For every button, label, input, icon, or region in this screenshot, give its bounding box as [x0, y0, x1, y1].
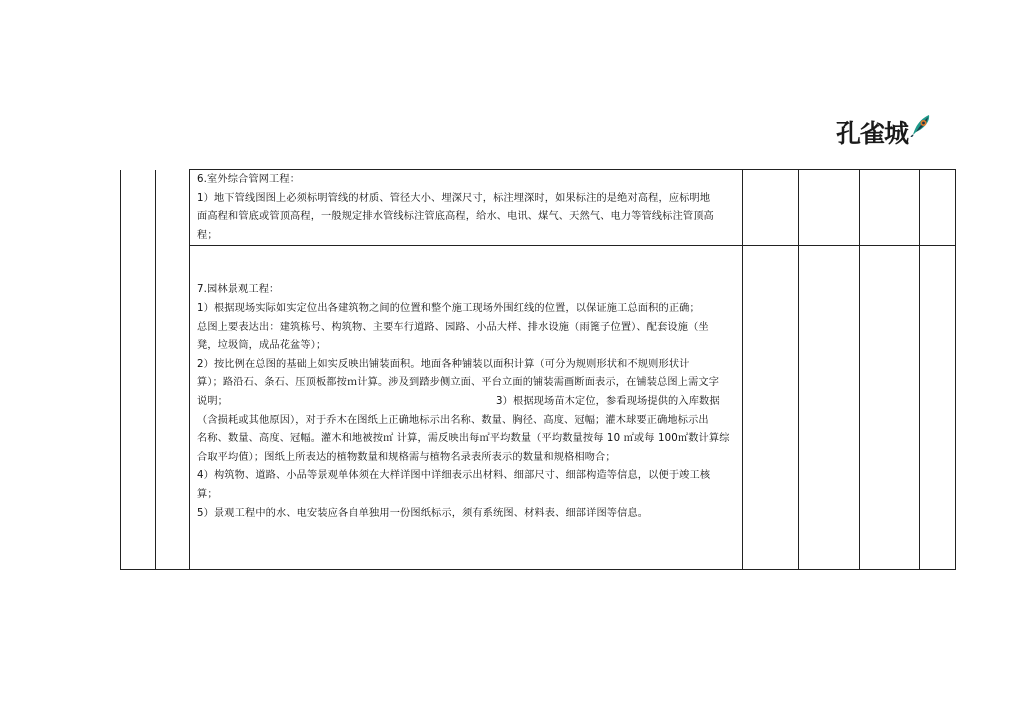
requirement-cell-section7: [190, 246, 743, 570]
requirement-line: [197, 393, 736, 412]
requirement-fragment: 3）根据现场苗木定位，参看现场提供的入库数据: [496, 395, 720, 407]
check-cell: [743, 246, 799, 570]
section-title: 6.室外综合管网工程：: [197, 174, 301, 185]
requirement-line: 总图上要表达出：建筑栋号、构筑物、主要车行道路、园路、小品大样、排水设施（雨篦子位置）、配套设施（坐: [197, 321, 709, 333]
index-cell: [121, 170, 156, 570]
requirement-line: 算；: [197, 488, 218, 500]
check-cell: [860, 170, 920, 246]
check-cell: [920, 246, 956, 570]
requirement-line: （含损耗或其他原因），对于乔木在图纸上正确地标示出名称、数量、胸径、高度、冠幅；灌木球要正确地标示出: [197, 414, 709, 426]
requirement-line: 4）构筑物、道路、小品等景观单体须在大样详图中详细表示出材料、细部尺寸、细部构造等信息，以便于竣工核: [197, 470, 711, 482]
table-row: [121, 246, 956, 570]
table-row: [121, 170, 956, 246]
category-cell: [156, 170, 190, 570]
check-cell: [799, 170, 860, 246]
check-cell: [860, 246, 920, 570]
requirement-line: 名称、数量、高度、冠幅。灌木和地被按㎡ 计算，需反映出每㎡平均数量（平均数量按每 10 ㎡或每 100㎡数计算综: [197, 433, 730, 445]
requirement-line: 2）按比例在总图的基础上如实反映出铺装面积。地面各种铺装以面积计算（可分为规则形状和不规则形状计: [197, 358, 690, 370]
requirement-cell-section6: [190, 170, 743, 246]
requirement-line: 合取平均值）；图纸上所表达的植物数量和规格需与植物名录表所表示的数量和规格相吻合；: [197, 451, 616, 463]
logo-text: 孔雀城: [836, 119, 909, 148]
check-cell: [743, 170, 799, 246]
peacock-feather-icon: [910, 113, 932, 141]
requirement-line: 凳，垃圾筒，成品花盆等）；: [197, 340, 327, 352]
requirement-line: 算）；路沿石、条石、压顶板都按ｍ计算。涉及到踏步侧立面、平台立面的铺装需画断面表示，在铺装总图上需文字: [197, 377, 720, 389]
requirement-line: 5）景观工程中的水、电安装应各自单独用一份图纸标示，须有系统图、材料表、细部详图等信息。: [197, 507, 649, 519]
requirement-fragment: 说明；: [197, 395, 229, 407]
check-cell: [799, 246, 860, 570]
check-cell: [920, 170, 956, 246]
requirement-line: 程；: [197, 229, 218, 241]
requirement-line: 面高程和管底或管顶高程，一般规定排水管线标注管底高程，给水、电讯、煤气、天然气、电力等管线标注管顶高: [197, 211, 714, 223]
requirement-line: 1）根据现场实际如实定位出各建筑物之间的位置和整个施工现场外围红线的位置，以保证施工总面积的正确；: [197, 302, 700, 314]
section-title: 7.园林景观工程：: [197, 284, 280, 296]
brand-logo: [836, 112, 932, 152]
requirements-table: [120, 169, 956, 570]
requirement-line: 1）地下管线图图上必须标明管线的材质、管径大小、埋深尺寸，标注埋深时，如果标注的是绝对高程，应标明地: [197, 192, 711, 204]
